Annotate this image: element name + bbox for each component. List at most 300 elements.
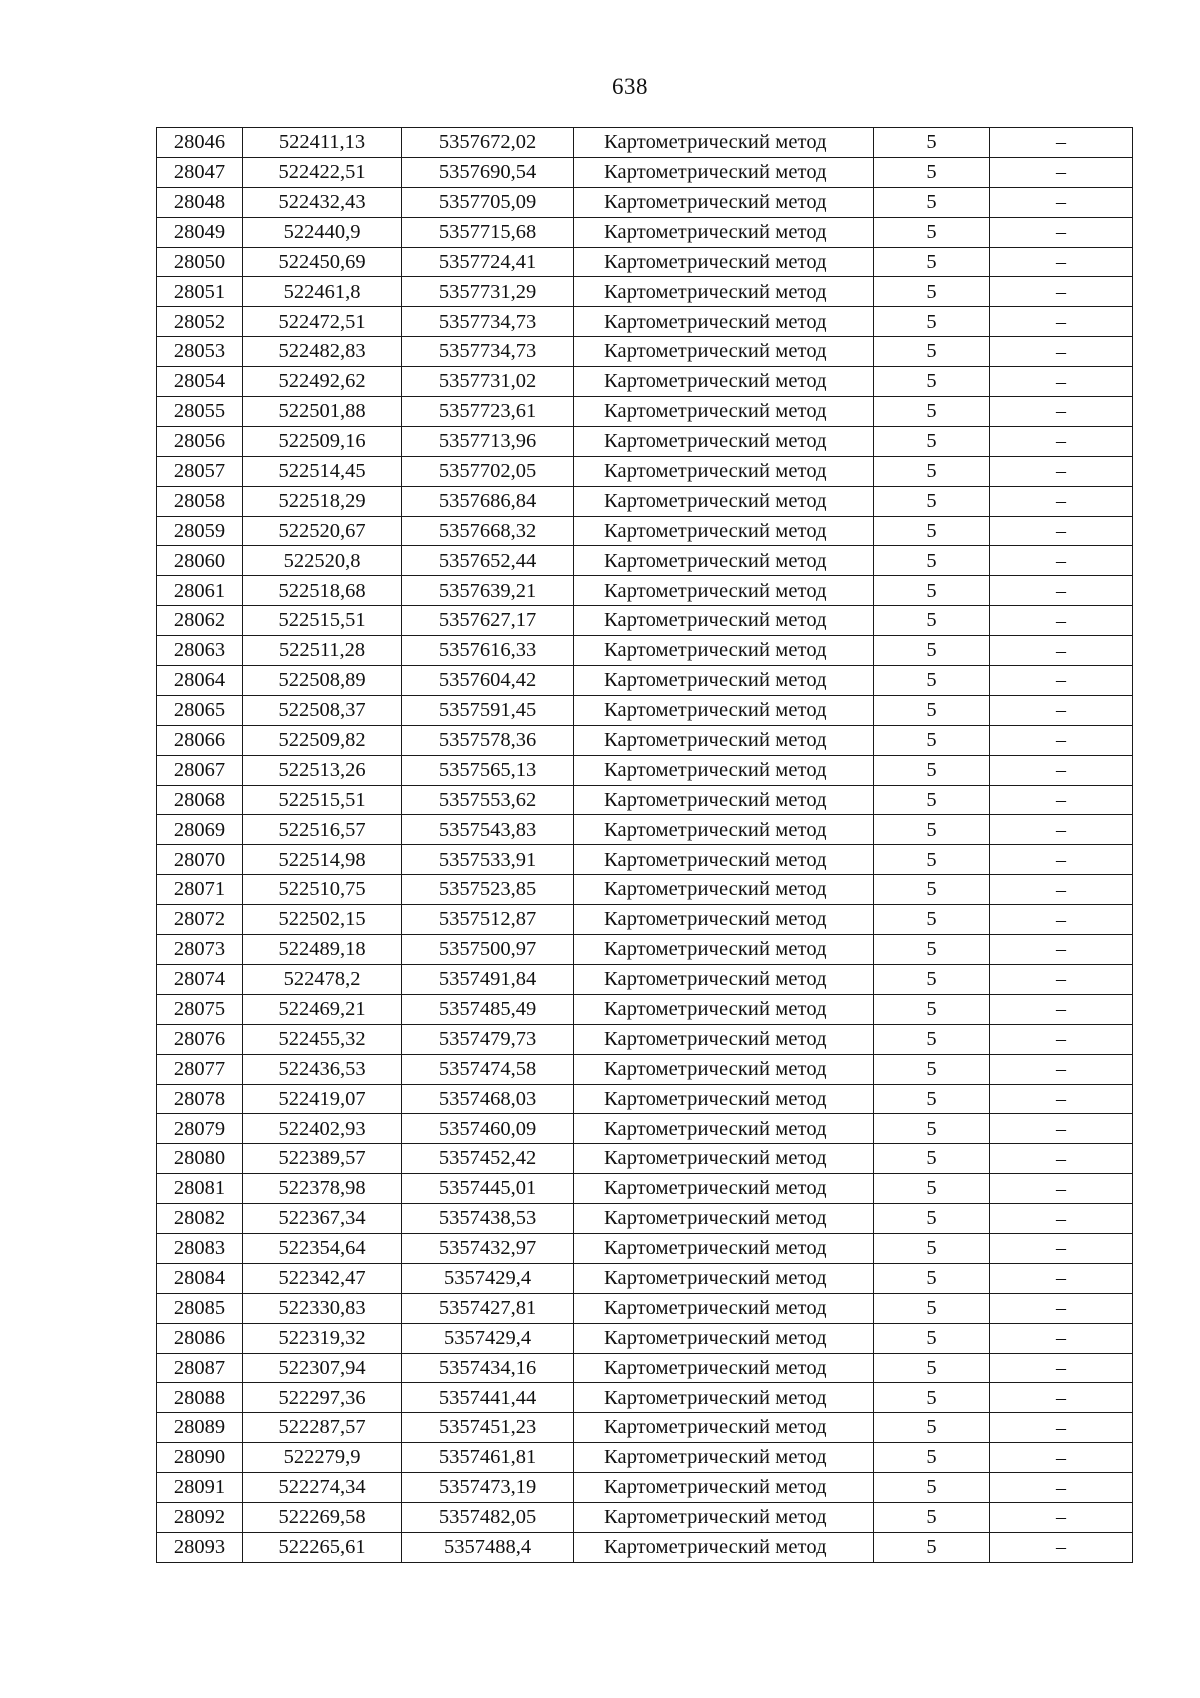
x-coordinate-cell: 522367,34 xyxy=(243,1204,402,1234)
y-coordinate-cell: 5357723,61 xyxy=(402,397,574,427)
y-coordinate-cell: 5357427,81 xyxy=(402,1293,574,1323)
y-coordinate-cell: 5357500,97 xyxy=(402,935,574,965)
table-row xyxy=(157,815,1133,845)
point-number-cell: 28055 xyxy=(157,397,243,427)
accuracy-cell: 5 xyxy=(874,307,990,337)
description-cell: – xyxy=(990,1114,1133,1144)
y-coordinate-cell: 5357468,03 xyxy=(402,1084,574,1114)
y-coordinate-cell: 5357473,19 xyxy=(402,1473,574,1503)
y-coordinate-cell: 5357445,01 xyxy=(402,1174,574,1204)
x-coordinate-cell: 522402,93 xyxy=(243,1114,402,1144)
method-cell: Картометрический метод xyxy=(574,785,874,815)
method-cell: Картометрический метод xyxy=(574,337,874,367)
table-row xyxy=(157,1233,1133,1263)
point-number-cell: 28061 xyxy=(157,576,243,606)
table-row xyxy=(157,875,1133,905)
x-coordinate-cell: 522330,83 xyxy=(243,1293,402,1323)
point-number-cell: 28056 xyxy=(157,426,243,456)
accuracy-cell: 5 xyxy=(874,217,990,247)
accuracy-cell: 5 xyxy=(874,905,990,935)
x-coordinate-cell: 522516,57 xyxy=(243,815,402,845)
accuracy-cell: 5 xyxy=(874,128,990,158)
y-coordinate-cell: 5357543,83 xyxy=(402,815,574,845)
y-coordinate-cell: 5357652,44 xyxy=(402,546,574,576)
point-number-cell: 28085 xyxy=(157,1293,243,1323)
table-row xyxy=(157,964,1133,994)
y-coordinate-cell: 5357429,4 xyxy=(402,1263,574,1293)
point-number-cell: 28072 xyxy=(157,905,243,935)
table-row xyxy=(157,1443,1133,1473)
point-number-cell: 28079 xyxy=(157,1114,243,1144)
accuracy-cell: 5 xyxy=(874,1114,990,1144)
description-cell: – xyxy=(990,1024,1133,1054)
point-number-cell: 28062 xyxy=(157,606,243,636)
description-cell: – xyxy=(990,1443,1133,1473)
point-number-cell: 28064 xyxy=(157,666,243,696)
description-cell: – xyxy=(990,636,1133,666)
point-number-cell: 28083 xyxy=(157,1233,243,1263)
table-row xyxy=(157,1473,1133,1503)
method-cell: Картометрический метод xyxy=(574,367,874,397)
x-coordinate-cell: 522436,53 xyxy=(243,1054,402,1084)
x-coordinate-cell: 522422,51 xyxy=(243,157,402,187)
table-row xyxy=(157,367,1133,397)
y-coordinate-cell: 5357713,96 xyxy=(402,426,574,456)
x-coordinate-cell: 522419,07 xyxy=(243,1084,402,1114)
y-coordinate-cell: 5357512,87 xyxy=(402,905,574,935)
point-number-cell: 28058 xyxy=(157,486,243,516)
table-row xyxy=(157,486,1133,516)
coordinates-table-body xyxy=(157,128,1133,1563)
accuracy-cell: 5 xyxy=(874,1174,990,1204)
accuracy-cell: 5 xyxy=(874,1502,990,1532)
accuracy-cell: 5 xyxy=(874,1473,990,1503)
accuracy-cell: 5 xyxy=(874,1084,990,1114)
y-coordinate-cell: 5357686,84 xyxy=(402,486,574,516)
accuracy-cell: 5 xyxy=(874,397,990,427)
point-number-cell: 28087 xyxy=(157,1353,243,1383)
method-cell: Картометрический метод xyxy=(574,546,874,576)
y-coordinate-cell: 5357604,42 xyxy=(402,666,574,696)
accuracy-cell: 5 xyxy=(874,1323,990,1353)
table-row xyxy=(157,845,1133,875)
description-cell: – xyxy=(990,1353,1133,1383)
x-coordinate-cell: 522287,57 xyxy=(243,1413,402,1443)
description-cell: – xyxy=(990,1323,1133,1353)
table-row xyxy=(157,397,1133,427)
point-number-cell: 28077 xyxy=(157,1054,243,1084)
description-cell: – xyxy=(990,755,1133,785)
x-coordinate-cell: 522461,8 xyxy=(243,277,402,307)
method-cell: Картометрический метод xyxy=(574,516,874,546)
y-coordinate-cell: 5357639,21 xyxy=(402,576,574,606)
y-coordinate-cell: 5357461,81 xyxy=(402,1443,574,1473)
accuracy-cell: 5 xyxy=(874,994,990,1024)
method-cell: Картометрический метод xyxy=(574,1114,874,1144)
point-number-cell: 28047 xyxy=(157,157,243,187)
x-coordinate-cell: 522515,51 xyxy=(243,606,402,636)
x-coordinate-cell: 522482,83 xyxy=(243,337,402,367)
accuracy-cell: 5 xyxy=(874,1233,990,1263)
method-cell: Картометрический метод xyxy=(574,1443,874,1473)
table-row xyxy=(157,1323,1133,1353)
x-coordinate-cell: 522389,57 xyxy=(243,1144,402,1174)
description-cell: – xyxy=(990,875,1133,905)
point-number-cell: 28059 xyxy=(157,516,243,546)
point-number-cell: 28073 xyxy=(157,935,243,965)
description-cell: – xyxy=(990,1413,1133,1443)
table-row xyxy=(157,1054,1133,1084)
method-cell: Картометрический метод xyxy=(574,1353,874,1383)
point-number-cell: 28066 xyxy=(157,725,243,755)
x-coordinate-cell: 522411,13 xyxy=(243,128,402,158)
x-coordinate-cell: 522520,8 xyxy=(243,546,402,576)
point-number-cell: 28078 xyxy=(157,1084,243,1114)
method-cell: Картометрический метод xyxy=(574,1473,874,1503)
description-cell: – xyxy=(990,1532,1133,1562)
table-row xyxy=(157,785,1133,815)
method-cell: Картометрический метод xyxy=(574,1263,874,1293)
y-coordinate-cell: 5357565,13 xyxy=(402,755,574,785)
y-coordinate-cell: 5357485,49 xyxy=(402,994,574,1024)
x-coordinate-cell: 522274,34 xyxy=(243,1473,402,1503)
y-coordinate-cell: 5357702,05 xyxy=(402,456,574,486)
table-row xyxy=(157,1024,1133,1054)
accuracy-cell: 5 xyxy=(874,157,990,187)
accuracy-cell: 5 xyxy=(874,785,990,815)
y-coordinate-cell: 5357533,91 xyxy=(402,845,574,875)
x-coordinate-cell: 522509,82 xyxy=(243,725,402,755)
accuracy-cell: 5 xyxy=(874,486,990,516)
y-coordinate-cell: 5357731,02 xyxy=(402,367,574,397)
page-number: 638 xyxy=(612,74,648,99)
table-row xyxy=(157,1114,1133,1144)
method-cell: Картометрический метод xyxy=(574,157,874,187)
point-number-cell: 28068 xyxy=(157,785,243,815)
y-coordinate-cell: 5357616,33 xyxy=(402,636,574,666)
y-coordinate-cell: 5357434,16 xyxy=(402,1353,574,1383)
table-row xyxy=(157,576,1133,606)
y-coordinate-cell: 5357452,42 xyxy=(402,1144,574,1174)
y-coordinate-cell: 5357715,68 xyxy=(402,217,574,247)
method-cell: Картометрический метод xyxy=(574,666,874,696)
description-cell: – xyxy=(990,307,1133,337)
point-number-cell: 28060 xyxy=(157,546,243,576)
accuracy-cell: 5 xyxy=(874,546,990,576)
accuracy-cell: 5 xyxy=(874,426,990,456)
method-cell: Картометрический метод xyxy=(574,875,874,905)
x-coordinate-cell: 522509,16 xyxy=(243,426,402,456)
point-number-cell: 28071 xyxy=(157,875,243,905)
description-cell: – xyxy=(990,576,1133,606)
accuracy-cell: 5 xyxy=(874,187,990,217)
point-number-cell: 28070 xyxy=(157,845,243,875)
point-number-cell: 28054 xyxy=(157,367,243,397)
table-row xyxy=(157,1084,1133,1114)
point-number-cell: 28093 xyxy=(157,1532,243,1562)
x-coordinate-cell: 522432,43 xyxy=(243,187,402,217)
description-cell: – xyxy=(990,1174,1133,1204)
accuracy-cell: 5 xyxy=(874,1144,990,1174)
y-coordinate-cell: 5357705,09 xyxy=(402,187,574,217)
method-cell: Картометрический метод xyxy=(574,1383,874,1413)
x-coordinate-cell: 522342,47 xyxy=(243,1263,402,1293)
y-coordinate-cell: 5357553,62 xyxy=(402,785,574,815)
accuracy-cell: 5 xyxy=(874,606,990,636)
accuracy-cell: 5 xyxy=(874,1443,990,1473)
x-coordinate-cell: 522511,28 xyxy=(243,636,402,666)
accuracy-cell: 5 xyxy=(874,935,990,965)
table-row xyxy=(157,128,1133,158)
table-row xyxy=(157,217,1133,247)
table-row xyxy=(157,1293,1133,1323)
x-coordinate-cell: 522508,37 xyxy=(243,695,402,725)
y-coordinate-cell: 5357591,45 xyxy=(402,695,574,725)
x-coordinate-cell: 522501,88 xyxy=(243,397,402,427)
table-row xyxy=(157,755,1133,785)
table-row xyxy=(157,695,1133,725)
description-cell: – xyxy=(990,1084,1133,1114)
accuracy-cell: 5 xyxy=(874,875,990,905)
table-row xyxy=(157,1174,1133,1204)
description-cell: – xyxy=(990,367,1133,397)
method-cell: Картометрический метод xyxy=(574,964,874,994)
accuracy-cell: 5 xyxy=(874,576,990,606)
table-row xyxy=(157,1502,1133,1532)
method-cell: Картометрический метод xyxy=(574,695,874,725)
accuracy-cell: 5 xyxy=(874,1024,990,1054)
description-cell: – xyxy=(990,1054,1133,1084)
table-row xyxy=(157,905,1133,935)
y-coordinate-cell: 5357432,97 xyxy=(402,1233,574,1263)
point-number-cell: 28065 xyxy=(157,695,243,725)
description-cell: – xyxy=(990,725,1133,755)
y-coordinate-cell: 5357672,02 xyxy=(402,128,574,158)
method-cell: Картометрический метод xyxy=(574,217,874,247)
description-cell: – xyxy=(990,935,1133,965)
accuracy-cell: 5 xyxy=(874,247,990,277)
point-number-cell: 28049 xyxy=(157,217,243,247)
x-coordinate-cell: 522378,98 xyxy=(243,1174,402,1204)
method-cell: Картометрический метод xyxy=(574,994,874,1024)
table-row xyxy=(157,1383,1133,1413)
accuracy-cell: 5 xyxy=(874,516,990,546)
description-cell: – xyxy=(990,964,1133,994)
description-cell: – xyxy=(990,516,1133,546)
x-coordinate-cell: 522450,69 xyxy=(243,247,402,277)
x-coordinate-cell: 522492,62 xyxy=(243,367,402,397)
accuracy-cell: 5 xyxy=(874,367,990,397)
table-row xyxy=(157,1532,1133,1562)
table-row xyxy=(157,1204,1133,1234)
method-cell: Картометрический метод xyxy=(574,426,874,456)
accuracy-cell: 5 xyxy=(874,1383,990,1413)
description-cell: – xyxy=(990,815,1133,845)
coordinates-table xyxy=(156,127,1133,1563)
description-cell: – xyxy=(990,486,1133,516)
y-coordinate-cell: 5357451,23 xyxy=(402,1413,574,1443)
description-cell: – xyxy=(990,1263,1133,1293)
accuracy-cell: 5 xyxy=(874,1413,990,1443)
point-number-cell: 28046 xyxy=(157,128,243,158)
method-cell: Картометрический метод xyxy=(574,1413,874,1443)
accuracy-cell: 5 xyxy=(874,456,990,486)
x-coordinate-cell: 522455,32 xyxy=(243,1024,402,1054)
y-coordinate-cell: 5357474,58 xyxy=(402,1054,574,1084)
method-cell: Картометрический метод xyxy=(574,905,874,935)
table-row xyxy=(157,337,1133,367)
point-number-cell: 28080 xyxy=(157,1144,243,1174)
table-row xyxy=(157,456,1133,486)
description-cell: – xyxy=(990,845,1133,875)
method-cell: Картометрический метод xyxy=(574,576,874,606)
y-coordinate-cell: 5357488,4 xyxy=(402,1532,574,1562)
x-coordinate-cell: 522518,29 xyxy=(243,486,402,516)
table-row xyxy=(157,277,1133,307)
accuracy-cell: 5 xyxy=(874,725,990,755)
x-coordinate-cell: 522319,32 xyxy=(243,1323,402,1353)
x-coordinate-cell: 522279,9 xyxy=(243,1443,402,1473)
description-cell: – xyxy=(990,157,1133,187)
point-number-cell: 28088 xyxy=(157,1383,243,1413)
y-coordinate-cell: 5357627,17 xyxy=(402,606,574,636)
method-cell: Картометрический метод xyxy=(574,725,874,755)
accuracy-cell: 5 xyxy=(874,636,990,666)
table-row xyxy=(157,247,1133,277)
table-row xyxy=(157,994,1133,1024)
method-cell: Картометрический метод xyxy=(574,1323,874,1353)
description-cell: – xyxy=(990,785,1133,815)
x-coordinate-cell: 522297,36 xyxy=(243,1383,402,1413)
description-cell: – xyxy=(990,397,1133,427)
method-cell: Картометрический метод xyxy=(574,1502,874,1532)
method-cell: Картометрический метод xyxy=(574,1054,874,1084)
point-number-cell: 28063 xyxy=(157,636,243,666)
table-row xyxy=(157,516,1133,546)
y-coordinate-cell: 5357731,29 xyxy=(402,277,574,307)
method-cell: Картометрический метод xyxy=(574,935,874,965)
y-coordinate-cell: 5357438,53 xyxy=(402,1204,574,1234)
point-number-cell: 28069 xyxy=(157,815,243,845)
y-coordinate-cell: 5357491,84 xyxy=(402,964,574,994)
x-coordinate-cell: 522307,94 xyxy=(243,1353,402,1383)
x-coordinate-cell: 522502,15 xyxy=(243,905,402,935)
x-coordinate-cell: 522518,68 xyxy=(243,576,402,606)
table-row xyxy=(157,1263,1133,1293)
accuracy-cell: 5 xyxy=(874,666,990,696)
method-cell: Картометрический метод xyxy=(574,606,874,636)
method-cell: Картометрический метод xyxy=(574,815,874,845)
description-cell: – xyxy=(990,1204,1133,1234)
method-cell: Картометрический метод xyxy=(574,1532,874,1562)
method-cell: Картометрический метод xyxy=(574,1293,874,1323)
x-coordinate-cell: 522510,75 xyxy=(243,875,402,905)
y-coordinate-cell: 5357734,73 xyxy=(402,337,574,367)
x-coordinate-cell: 522514,45 xyxy=(243,456,402,486)
description-cell: – xyxy=(990,277,1133,307)
x-coordinate-cell: 522265,61 xyxy=(243,1532,402,1562)
point-number-cell: 28050 xyxy=(157,247,243,277)
point-number-cell: 28076 xyxy=(157,1024,243,1054)
description-cell: – xyxy=(990,1502,1133,1532)
method-cell: Картометрический метод xyxy=(574,1084,874,1114)
table-row xyxy=(157,546,1133,576)
y-coordinate-cell: 5357523,85 xyxy=(402,875,574,905)
y-coordinate-cell: 5357724,41 xyxy=(402,247,574,277)
table-row xyxy=(157,666,1133,696)
accuracy-cell: 5 xyxy=(874,815,990,845)
accuracy-cell: 5 xyxy=(874,964,990,994)
y-coordinate-cell: 5357441,44 xyxy=(402,1383,574,1413)
x-coordinate-cell: 522520,67 xyxy=(243,516,402,546)
point-number-cell: 28052 xyxy=(157,307,243,337)
description-cell: – xyxy=(990,456,1133,486)
point-number-cell: 28082 xyxy=(157,1204,243,1234)
accuracy-cell: 5 xyxy=(874,337,990,367)
table-row xyxy=(157,725,1133,755)
x-coordinate-cell: 522513,26 xyxy=(243,755,402,785)
description-cell: – xyxy=(990,217,1133,247)
accuracy-cell: 5 xyxy=(874,1263,990,1293)
point-number-cell: 28092 xyxy=(157,1502,243,1532)
table-row xyxy=(157,1353,1133,1383)
table-row xyxy=(157,307,1133,337)
method-cell: Картометрический метод xyxy=(574,1204,874,1234)
description-cell: – xyxy=(990,128,1133,158)
method-cell: Картометрический метод xyxy=(574,456,874,486)
method-cell: Картометрический метод xyxy=(574,187,874,217)
accuracy-cell: 5 xyxy=(874,1054,990,1084)
point-number-cell: 28057 xyxy=(157,456,243,486)
x-coordinate-cell: 522472,51 xyxy=(243,307,402,337)
point-number-cell: 28074 xyxy=(157,964,243,994)
table-row xyxy=(157,606,1133,636)
table-row xyxy=(157,1413,1133,1443)
x-coordinate-cell: 522489,18 xyxy=(243,935,402,965)
y-coordinate-cell: 5357668,32 xyxy=(402,516,574,546)
method-cell: Картометрический метод xyxy=(574,636,874,666)
description-cell: – xyxy=(990,695,1133,725)
method-cell: Картометрический метод xyxy=(574,397,874,427)
accuracy-cell: 5 xyxy=(874,1532,990,1562)
table-row xyxy=(157,935,1133,965)
x-coordinate-cell: 522514,98 xyxy=(243,845,402,875)
point-number-cell: 28048 xyxy=(157,187,243,217)
y-coordinate-cell: 5357734,73 xyxy=(402,307,574,337)
method-cell: Картометрический метод xyxy=(574,247,874,277)
description-cell: – xyxy=(990,666,1133,696)
accuracy-cell: 5 xyxy=(874,1204,990,1234)
description-cell: – xyxy=(990,994,1133,1024)
point-number-cell: 28075 xyxy=(157,994,243,1024)
description-cell: – xyxy=(990,905,1133,935)
x-coordinate-cell: 522440,9 xyxy=(243,217,402,247)
y-coordinate-cell: 5357482,05 xyxy=(402,1502,574,1532)
method-cell: Картометрический метод xyxy=(574,1174,874,1204)
accuracy-cell: 5 xyxy=(874,845,990,875)
description-cell: – xyxy=(990,1144,1133,1174)
description-cell: – xyxy=(990,1293,1133,1323)
table-row xyxy=(157,426,1133,456)
accuracy-cell: 5 xyxy=(874,1293,990,1323)
y-coordinate-cell: 5357479,73 xyxy=(402,1024,574,1054)
point-number-cell: 28091 xyxy=(157,1473,243,1503)
method-cell: Картометрический метод xyxy=(574,307,874,337)
description-cell: – xyxy=(990,426,1133,456)
point-number-cell: 28090 xyxy=(157,1443,243,1473)
x-coordinate-cell: 522269,58 xyxy=(243,1502,402,1532)
point-number-cell: 28084 xyxy=(157,1263,243,1293)
